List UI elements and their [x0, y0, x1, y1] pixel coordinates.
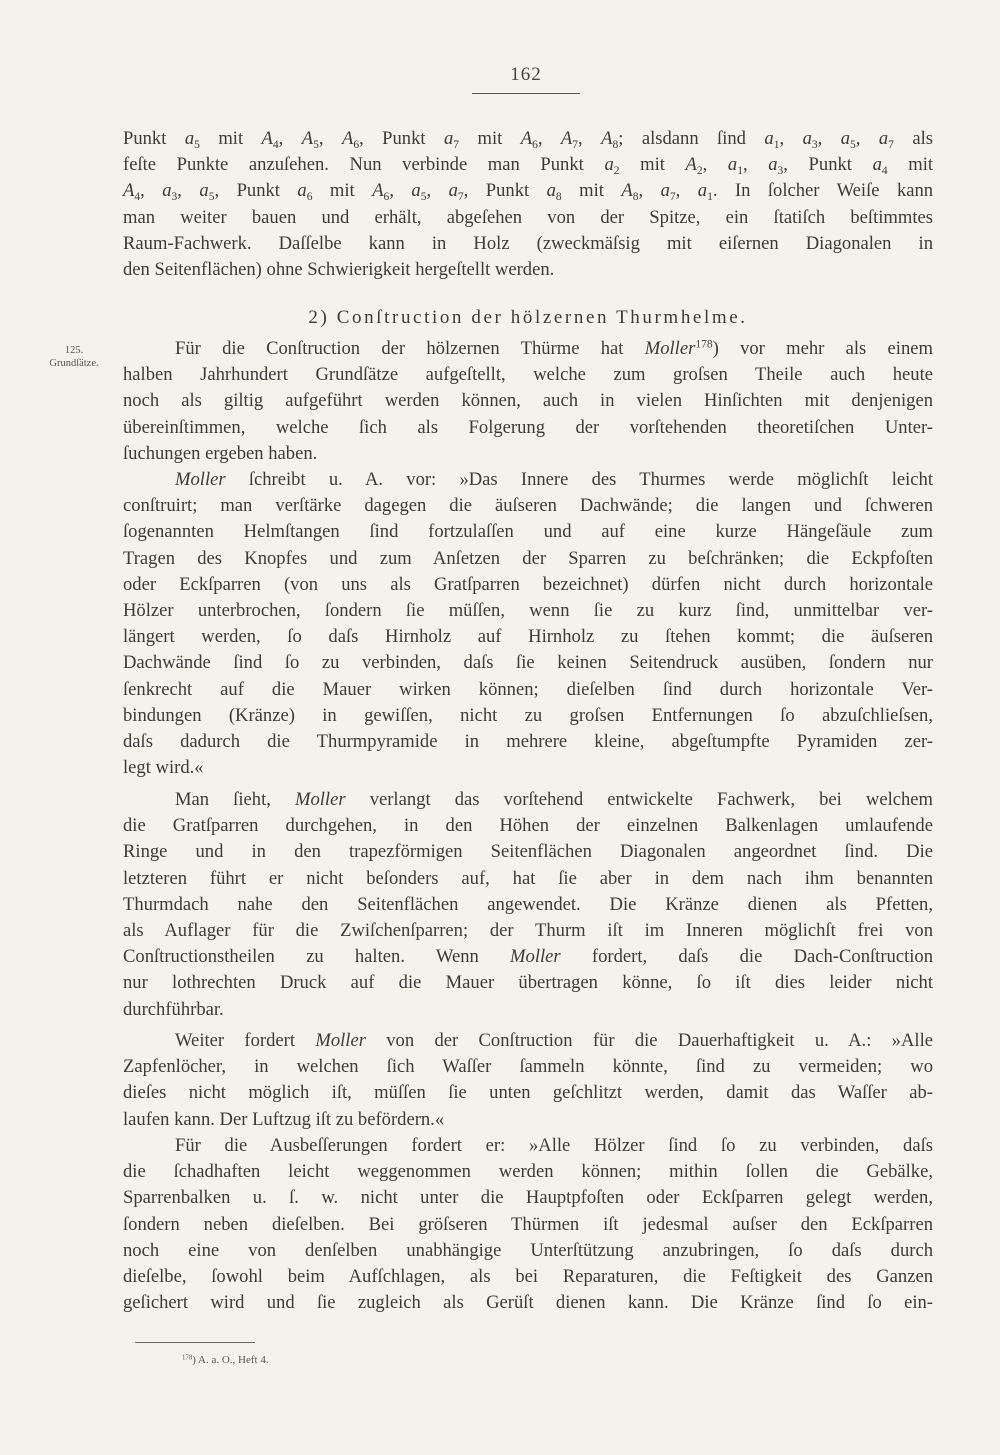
text-line: Raum-Fachwerk. Daſſelbe kann in Holz (zweckmäſsig mit eiſernen Diagonalen in — [123, 232, 933, 254]
text-line: ſenkrecht auf die Mauer wirken können; dieſelben ſind durch horizontale Ver- — [123, 678, 933, 700]
footnote-rule — [135, 1342, 255, 1343]
section-heading: 2) Conſtruction der hölzernen Thurmhelme. — [308, 307, 748, 328]
margin-note — [28, 344, 120, 370]
text-line: als Auflager für die Zwiſchenſparren; der Thurm iſt im Inneren möglichſt frei von — [123, 920, 933, 942]
text-line: durchführbar. — [123, 998, 224, 1020]
text-line: Thurmdach nahe den Seitenflächen angewendet. Die Kränze dienen als Pfetten, — [123, 893, 933, 915]
margin-label: Grundſätze. — [49, 358, 99, 369]
text-line: dieſes nicht möglich iſt, müſſen ſie unten geſchlitzt werden, damit das Waſſer ab- — [123, 1082, 933, 1104]
text-line: noch eine von denſelben unabhängige Unterſtützung anzubringen, ſo daſs durch — [123, 1239, 933, 1261]
text-line: oder Eckſparren (von uns als Gratſparren bezeichnet) dürfen nicht durch horizontale — [123, 573, 933, 595]
text-line: Für die Ausbeſſerungen fordert er: »Alle Hölzer ſind ſo zu verbinden, daſs — [175, 1135, 933, 1156]
text-line: man weiter bauen und erhält, abgeſehen von der Spitze, ein ſtatiſch beſtimmtes — [123, 206, 933, 228]
text-line: laufen kann. Der Luftzug iſt zu befördern.« — [123, 1108, 445, 1130]
paragraph-continuation — [123, 126, 933, 283]
text-line: Punkt $a_5$ mit $A_4$, $A_5$, $A_6$, Punkt $a_7$ mit $A_6$, $A_7$, $A_8$; alsdann ſind $a_1$, $a_3$, $a_5$, $a_7$ als — [123, 128, 933, 152]
text-line: Hölzer unterbrochen, ſondern ſie müſſen, wenn ſie zu kurz ſind, unmittelbar ver- — [123, 600, 933, 622]
text-line: längert werden, ſo daſs Hirnholz auf Hirnholz zu ſtehen kommt; die äuſseren — [123, 626, 933, 648]
text-line: ſondern neben dieſelben. Bei gröſseren Thürmen iſt jedesmal auſser den Eckſparren — [123, 1213, 933, 1235]
text-line: Conſtructionstheilen zu halten. Wenn Moller fordert, daſs die Dach-Conſtruction — [123, 946, 933, 968]
header-rule — [472, 93, 580, 94]
paragraph — [123, 1133, 933, 1316]
paragraph — [123, 467, 933, 781]
text-line: Zapfenlöcher, in welchen ſich Waſſer ſammeln könnte, ſind zu vermeiden; wo — [123, 1056, 933, 1078]
paragraph — [123, 336, 933, 467]
text-line: Man ſieht, Moller verlangt das vorſtehend entwickelte Fachwerk, bei welchem — [175, 789, 933, 810]
text-line: feſte Punkte anzuſehen. Nun verbinde man Punkt $a_2$ mit $A_2$, $a_1$, $a_3$, Punkt $a_4$ mit — [123, 154, 934, 178]
footnote-text: ) A. a. O., Heft 4. — [192, 1354, 269, 1366]
page-number: 162 — [510, 64, 542, 85]
text-line: nur lothrechten Druck auf die Mauer übertragen könne, ſo iſt dies leider nicht — [123, 972, 933, 994]
text-line: Ringe und in den trapezförmigen Seitenflächen Diagonalen angeordnet ſind. Die — [123, 841, 933, 863]
text-line: daſs dadurch die Thurmpyramide in mehrere kleine, abgeſtumpfte Pyramiden zer- — [123, 731, 933, 753]
text-line: ſogenannten Helmſtangen ſind fortzulaſſen und auf eine kurze Hängeſäule zum — [123, 521, 933, 543]
footnote — [182, 1354, 269, 1366]
text-line: dieſelbe, ſowohl beim Aufſchlagen, als bei Reparaturen, die Feſtigkeit des Ganzen — [123, 1266, 933, 1288]
margin-number: 125. — [64, 345, 84, 356]
paragraph — [123, 787, 933, 1023]
text-line: übereinſtimmen, welche ſich als Folgerung der vorſtehenden theoretiſchen Unter- — [123, 416, 933, 438]
paragraph — [123, 1028, 933, 1133]
text-line: Tragen des Knopfes und zum Anſetzen der Sparren zu beſchränken; die Eckpfoſten — [123, 547, 933, 569]
text-line: legt wird.« — [123, 757, 204, 779]
text-line: die ſchadhaften leicht weggenommen werden können; mithin ſollen die Gebälke, — [123, 1161, 933, 1183]
text-line: die Gratſparren durchgehen, in den Höhen der einzelnen Balkenlagen umlaufende — [123, 815, 933, 837]
text-line: Weiter fordert Moller von der Conſtruction für die Dauerhaftigkeit u. A.: »Alle — [175, 1030, 933, 1051]
text-line: Sparrenbalken u. ſ. w. nicht unter die Hauptpfoſten oder Eckſparren gelegt werden, — [123, 1187, 933, 1209]
text-line: ſuchungen ergeben haben. — [123, 442, 318, 464]
text-line: $A_4$, $a_3$, $a_5$, Punkt $a_6$ mit $A_6$, $a_5$, $a_7$, Punkt $a_8$ mit $A_8$, $a_7$, $a_1$. In ſolcher Weiſe kann — [123, 180, 934, 204]
text-line: den Seitenflächen) ohne Schwierigkeit hergeſtellt werden. — [123, 259, 555, 281]
text-line: bindungen (Kränze) in gewiſſen, nicht zu groſsen Entfernungen ſo abzuſchlieſsen, — [123, 704, 933, 726]
footnote-number: 178 — [182, 1354, 193, 1362]
text-line: conſtruirt; man verſtärke dagegen die äuſseren Dachwände; die langen und ſchweren — [123, 495, 933, 517]
text-line: letzteren führt er nicht beſonders auf, hat ſie aber in dem nach ihm benannten — [123, 867, 933, 889]
text-line: geſichert wird und ſie zugleich als Gerüſt dienen kann. Die Kränze ſind ſo ein- — [123, 1292, 933, 1314]
text-line: halben Jahrhundert Grundſätze aufgeſtellt, welche zum groſsen Theile auch heute — [123, 364, 933, 386]
text-line: Für die Conſtruction der hölzernen Thürme hat Moller$^{178}$) vor mehr als einem — [175, 338, 933, 359]
text-line: Moller ſchreibt u. A. vor: »Das Innere des Thurmes werde möglichſt leicht — [175, 469, 933, 490]
text-line: Dachwände ſind ſo zu verbinden, daſs ſie keinen Seitendruck ausüben, ſondern nur — [123, 652, 933, 674]
text-line: noch als giltig aufgeführt werden können, auch in vielen Hinſichten mit denjenigen — [123, 390, 933, 412]
